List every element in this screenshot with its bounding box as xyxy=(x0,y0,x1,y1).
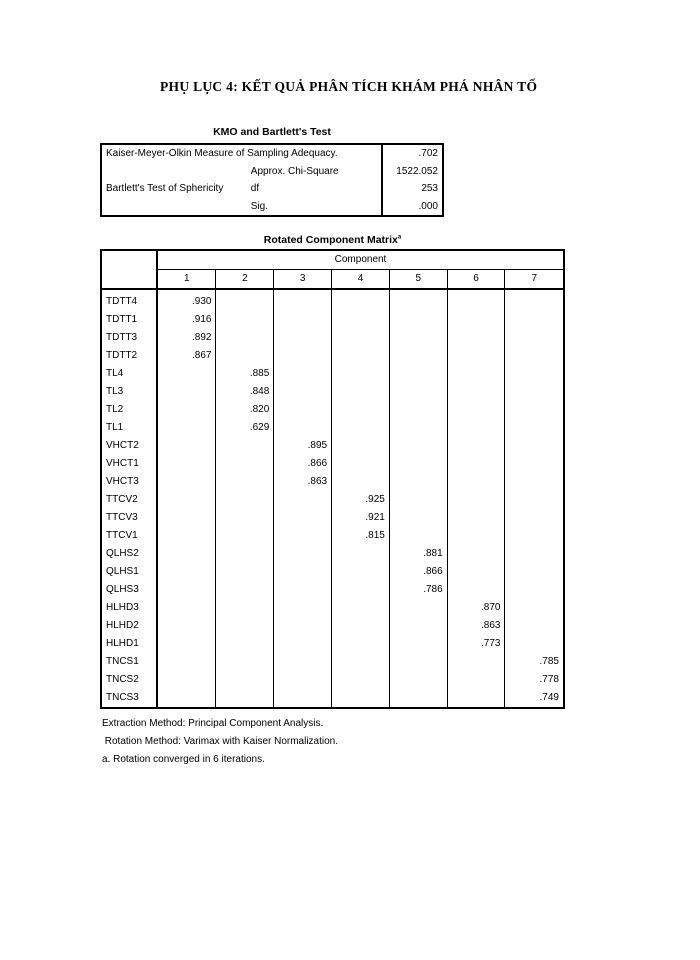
loading-cell xyxy=(447,671,505,689)
row-label: TDTT1 xyxy=(101,311,157,329)
footnote-line: Rotation Method: Varimax with Kaiser Normalization. xyxy=(102,736,339,747)
loading-cell xyxy=(274,383,332,401)
loading-cell: .749 xyxy=(505,689,564,708)
loading-cell xyxy=(447,653,505,671)
loading-cell xyxy=(332,419,390,437)
matrix-row xyxy=(101,365,564,383)
loading-cell xyxy=(389,347,447,365)
loading-cell xyxy=(447,311,505,329)
kmo-row xyxy=(101,144,443,163)
component-number-5: 5 xyxy=(389,270,447,290)
loading-cell: .870 xyxy=(447,599,505,617)
loading-cell xyxy=(274,401,332,419)
loading-cell: .866 xyxy=(389,563,447,581)
component-number-1: 1 xyxy=(157,270,216,290)
loading-cell xyxy=(389,509,447,527)
loading-cell xyxy=(505,599,564,617)
loading-cell xyxy=(216,347,274,365)
loading-cell xyxy=(389,419,447,437)
matrix-row xyxy=(101,383,564,401)
loading-cell xyxy=(447,527,505,545)
row-label: TL3 xyxy=(101,383,157,401)
loading-cell xyxy=(332,347,390,365)
loading-cell xyxy=(332,545,390,563)
loading-cell xyxy=(447,563,505,581)
loading-cell xyxy=(216,635,274,653)
matrix-row xyxy=(101,527,564,545)
loading-cell xyxy=(216,289,274,311)
loading-cell: .925 xyxy=(332,491,390,509)
matrix-row xyxy=(101,329,564,347)
kmo-bartlett-table xyxy=(100,143,444,217)
row-label: TDTT4 xyxy=(101,289,157,311)
footnote-line: Extraction Method: Principal Component Analysis. xyxy=(102,718,324,729)
loading-cell xyxy=(332,617,390,635)
row-label: QLHS1 xyxy=(101,563,157,581)
matrix-row xyxy=(101,311,564,329)
loading-cell xyxy=(505,311,564,329)
loading-cell xyxy=(332,653,390,671)
loading-cell xyxy=(216,311,274,329)
loading-cell xyxy=(332,689,390,708)
loading-cell xyxy=(157,527,216,545)
row-label: TTCV3 xyxy=(101,509,157,527)
loading-cell xyxy=(216,473,274,491)
loading-cell: .895 xyxy=(274,437,332,455)
loading-cell xyxy=(274,653,332,671)
loading-cell: .863 xyxy=(447,617,505,635)
loading-cell: .892 xyxy=(192,332,212,343)
loading-cell xyxy=(505,347,564,365)
loading-cell xyxy=(274,635,332,653)
matrix-row xyxy=(101,491,564,509)
loading-cell xyxy=(389,635,447,653)
loading-cell xyxy=(447,455,505,473)
loading-cell xyxy=(332,289,390,311)
matrix-row xyxy=(101,689,564,708)
component-header: Component xyxy=(157,250,564,270)
loading-cell xyxy=(389,491,447,509)
loading-cell xyxy=(274,545,332,563)
loading-cell: .786 xyxy=(389,581,447,599)
loading-cell xyxy=(332,671,390,689)
loading-cell xyxy=(157,455,216,473)
loading-cell xyxy=(389,329,447,347)
row-label: VHCT3 xyxy=(101,473,157,491)
matrix-caption: Rotated Component Matrix$^a$ xyxy=(263,234,402,246)
loading-cell xyxy=(505,491,564,509)
loading-cell xyxy=(274,329,332,347)
row-label: TNCS3 xyxy=(101,689,157,708)
matrix-row xyxy=(101,563,564,581)
loading-cell xyxy=(447,419,505,437)
loading-cell xyxy=(216,455,274,473)
loading-cell: .778 xyxy=(505,671,564,689)
row-label: TL1 xyxy=(101,419,157,437)
loading-cell xyxy=(505,527,564,545)
loading-cell xyxy=(389,401,447,419)
loading-cell: .921 xyxy=(332,509,390,527)
loading-cell xyxy=(274,289,332,311)
loading-cell xyxy=(505,289,564,311)
loading-cell xyxy=(447,509,505,527)
loading-cell xyxy=(216,545,274,563)
rotated-component-matrix xyxy=(100,249,565,709)
loading-cell: .916 xyxy=(192,314,212,325)
kmo-value: .702 xyxy=(382,144,443,163)
loading-cell xyxy=(157,617,216,635)
matrix-caption-footnote-marker: a xyxy=(397,234,402,241)
loading-cell xyxy=(505,545,564,563)
loading-cell xyxy=(447,329,505,347)
loading-cell xyxy=(157,491,216,509)
matrix-row xyxy=(101,653,564,671)
loading-cell xyxy=(157,599,216,617)
kmo-label: Kaiser-Meyer-Olkin Measure of Sampling Adequacy. xyxy=(106,148,338,159)
page-heading: PHỤ LỤC 4: KẾT QUẢ PHÂN TÍCH KHÁM PHÁ NHÂN TỐ xyxy=(160,79,538,94)
loading-cell xyxy=(274,509,332,527)
loading-cell xyxy=(216,653,274,671)
loading-cell xyxy=(216,491,274,509)
row-label: VHCT1 xyxy=(101,455,157,473)
loading-cell xyxy=(274,581,332,599)
matrix-row xyxy=(101,545,564,563)
loading-cell xyxy=(216,437,274,455)
matrix-row xyxy=(101,671,564,689)
loading-cell xyxy=(274,599,332,617)
loading-cell xyxy=(505,401,564,419)
loading-cell xyxy=(505,617,564,635)
loading-cell xyxy=(157,563,216,581)
matrix-row xyxy=(101,401,564,419)
loading-cell xyxy=(157,419,216,437)
loading-cell xyxy=(274,689,332,708)
loading-cell xyxy=(157,437,216,455)
loading-cell xyxy=(389,455,447,473)
df-label: df xyxy=(250,183,260,194)
loading-cell xyxy=(274,491,332,509)
loading-cell xyxy=(447,581,505,599)
loading-cell xyxy=(332,401,390,419)
loading-cell xyxy=(447,473,505,491)
matrix-row xyxy=(101,437,564,455)
loading-cell xyxy=(505,329,564,347)
row-label: HLHD2 xyxy=(101,617,157,635)
chi-square-row xyxy=(101,163,443,181)
loading-cell xyxy=(157,383,216,401)
row-label: TL4 xyxy=(101,365,157,383)
loading-cell xyxy=(505,437,564,455)
loading-cell xyxy=(274,311,332,329)
matrix-row xyxy=(101,581,564,599)
loading-cell xyxy=(157,689,216,708)
loading-cell xyxy=(447,289,505,311)
loading-cell xyxy=(389,671,447,689)
loading-cell xyxy=(505,383,564,401)
loading-cell xyxy=(447,365,505,383)
matrix-row xyxy=(101,289,564,311)
loading-cell xyxy=(389,617,447,635)
row-label: TL2 xyxy=(101,401,157,419)
loading-cell xyxy=(157,473,216,491)
loading-cell xyxy=(332,473,390,491)
loading-cell xyxy=(505,563,564,581)
component-number-7: 7 xyxy=(505,270,564,290)
row-label: QLHS2 xyxy=(101,545,157,563)
loading-cell xyxy=(157,671,216,689)
loading-cell: .866 xyxy=(274,455,332,473)
loading-cell xyxy=(447,437,505,455)
component-number-4: 4 xyxy=(332,270,390,290)
row-label: TDTT3 xyxy=(101,329,157,347)
component-number-2: 2 xyxy=(216,270,274,290)
component-number-6: 6 xyxy=(447,270,505,290)
loading-cell xyxy=(389,365,447,383)
loading-cell xyxy=(216,527,274,545)
component-number-3: 3 xyxy=(274,270,332,290)
loading-cell xyxy=(332,455,390,473)
loading-cell xyxy=(216,689,274,708)
loading-cell xyxy=(274,563,332,581)
loading-cell xyxy=(389,311,447,329)
loading-cell xyxy=(216,329,274,347)
loading-cell xyxy=(389,527,447,545)
loading-cell xyxy=(332,365,390,383)
loading-cell xyxy=(157,545,216,563)
loading-cell xyxy=(332,437,390,455)
row-label: VHCT2 xyxy=(101,437,157,455)
loading-cell xyxy=(216,671,274,689)
component-header-row xyxy=(101,250,564,270)
loading-cell xyxy=(216,599,274,617)
footnote-line: a. Rotation converged in 6 iterations. xyxy=(102,754,265,765)
loading-cell xyxy=(389,653,447,671)
component-number-row xyxy=(101,270,564,290)
row-label: QLHS3 xyxy=(101,581,157,599)
loading-cell: .785 xyxy=(505,653,564,671)
loading-cell: .815 xyxy=(332,527,390,545)
loading-cell xyxy=(332,383,390,401)
loading-cell: .629 xyxy=(216,419,274,437)
chi-square-label: Approx. Chi-Square xyxy=(250,165,339,177)
loading-cell xyxy=(157,365,216,383)
row-label: HLHD1 xyxy=(101,635,157,653)
matrix-corner-cell xyxy=(101,250,157,289)
chi-square-value: 1522.052 xyxy=(382,163,443,181)
loading-cell xyxy=(332,635,390,653)
loading-cell xyxy=(505,455,564,473)
df-value: 253 xyxy=(382,180,443,198)
loading-cell xyxy=(505,635,564,653)
loading-cell xyxy=(157,635,216,653)
loading-cell xyxy=(157,401,216,419)
sig-label: Sig. xyxy=(250,200,269,212)
row-label: TTCV1 xyxy=(101,527,157,545)
loading-cell: .848 xyxy=(216,383,274,401)
loading-cell: .820 xyxy=(216,401,274,419)
loading-cell xyxy=(505,581,564,599)
loading-cell xyxy=(447,689,505,708)
loading-cell xyxy=(274,419,332,437)
loading-cell xyxy=(447,347,505,365)
matrix-row xyxy=(101,419,564,437)
loading-cell: .881 xyxy=(389,545,447,563)
kmo-table-caption: KMO and Bartlett's Test xyxy=(213,126,331,138)
loading-cell xyxy=(274,617,332,635)
matrix-row xyxy=(101,599,564,617)
matrix-row xyxy=(101,347,564,365)
row-label: TDTT2 xyxy=(101,347,157,365)
row-label: TTCV2 xyxy=(101,491,157,509)
loading-cell xyxy=(216,617,274,635)
loading-cell xyxy=(216,509,274,527)
matrix-row xyxy=(101,635,564,653)
loading-cell xyxy=(389,599,447,617)
loading-cell: .773 xyxy=(447,635,505,653)
loading-cell xyxy=(216,563,274,581)
loading-cell xyxy=(389,437,447,455)
loading-cell xyxy=(274,671,332,689)
loading-cell xyxy=(216,581,274,599)
loading-cell xyxy=(505,419,564,437)
loading-cell: .885 xyxy=(216,365,274,383)
loading-cell xyxy=(505,473,564,491)
loading-cell xyxy=(332,599,390,617)
matrix-row xyxy=(101,509,564,527)
matrix-row xyxy=(101,617,564,635)
loading-cell xyxy=(389,383,447,401)
matrix-row xyxy=(101,473,564,491)
loading-cell xyxy=(447,401,505,419)
loading-cell: .867 xyxy=(192,350,212,361)
loading-cell xyxy=(332,311,390,329)
loading-cell xyxy=(447,491,505,509)
loading-cell xyxy=(332,563,390,581)
loading-cell: .863 xyxy=(274,473,332,491)
loading-cell xyxy=(505,509,564,527)
loading-cell xyxy=(157,509,216,527)
matrix-footnotes xyxy=(102,715,338,769)
row-label: TNCS2 xyxy=(101,671,157,689)
loading-cell xyxy=(389,473,447,491)
loading-cell xyxy=(157,581,216,599)
loading-cell xyxy=(389,689,447,708)
loading-cell xyxy=(447,545,505,563)
sig-value: .000 xyxy=(382,198,443,217)
bartlett-label: Bartlett's Test of Sphericity xyxy=(106,183,224,194)
loading-cell xyxy=(332,581,390,599)
loading-cell xyxy=(157,653,216,671)
matrix-row xyxy=(101,455,564,473)
loading-cell xyxy=(389,289,447,311)
loading-cell xyxy=(274,347,332,365)
row-label: HLHD3 xyxy=(101,599,157,617)
loading-cell xyxy=(332,329,390,347)
row-label: TNCS1 xyxy=(101,653,157,671)
loading-cell xyxy=(274,365,332,383)
loading-cell: .930 xyxy=(192,296,212,307)
loading-cell xyxy=(274,527,332,545)
loading-cell xyxy=(505,365,564,383)
loading-cell xyxy=(447,383,505,401)
